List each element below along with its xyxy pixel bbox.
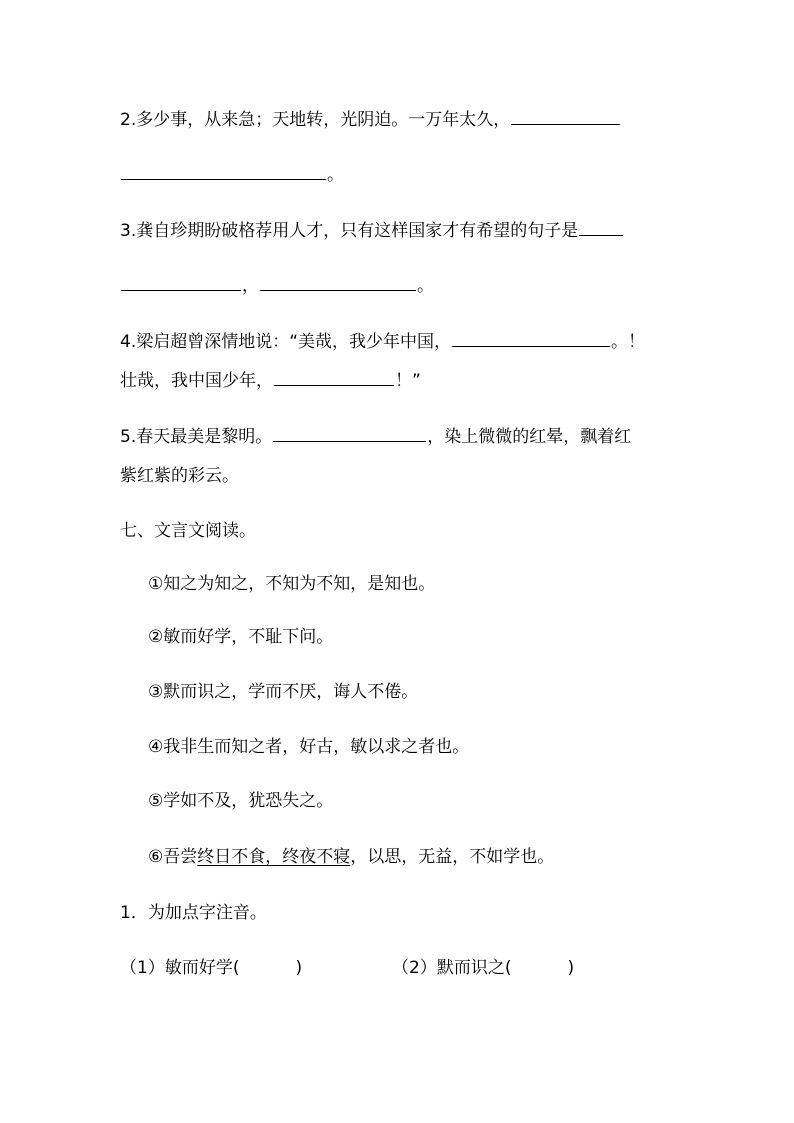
question-5-line2-text: 紫红紫的彩云。 bbox=[120, 466, 239, 486]
question-2-line1 bbox=[120, 107, 621, 131]
item-1-close: ) bbox=[295, 958, 303, 978]
question-4-line2-text: 壮哉，我中国少年， bbox=[120, 371, 273, 391]
question-5-line2 bbox=[120, 465, 239, 487]
classical-line-2 bbox=[148, 626, 333, 648]
answer-blank[interactable] bbox=[579, 218, 623, 236]
question-5-line1 bbox=[120, 424, 631, 448]
classical-line-5 bbox=[148, 790, 333, 812]
section-7-heading bbox=[120, 520, 256, 542]
answer-blank[interactable] bbox=[274, 368, 394, 386]
question-4-text: 4.梁启超曾深情地说：“美哉，我少年中国， bbox=[120, 332, 452, 352]
answer-blank[interactable] bbox=[260, 273, 416, 291]
question-4-line2 bbox=[120, 368, 421, 392]
question-1-title-text: 1．为加点字注音。 bbox=[120, 903, 267, 923]
question-5-rest: ，染上微微的红晕，飘着红 bbox=[427, 427, 632, 447]
classical-line-text: ④我非生而知之者，好古，敏以求之者也。 bbox=[148, 737, 470, 757]
question-4-line1 bbox=[120, 329, 645, 353]
question-2-end: 。 bbox=[327, 165, 344, 185]
classical-line-6-prefix: ⑥吾尝 bbox=[148, 847, 198, 867]
underlined-phrase: 终日不食，终夜不寝 bbox=[197, 847, 351, 867]
answer-blank[interactable] bbox=[511, 107, 620, 125]
item-2-text: （2）默而识之( bbox=[392, 958, 512, 978]
question-3-text: 3.龚自珍期盼破格荐用人才，只有这样国家才有希望的句子是 bbox=[120, 221, 579, 241]
classical-line-text: ②敏而好学，不耻下问。 bbox=[148, 627, 334, 647]
classical-line-4 bbox=[148, 736, 469, 758]
classical-line-text: ①知之为知之，不知为不知，是知也。 bbox=[148, 574, 436, 594]
question-1-item-2 bbox=[392, 957, 574, 979]
question-5-text: 5.春天最美是黎明。 bbox=[120, 427, 273, 447]
item-2-close: ) bbox=[567, 958, 575, 978]
answer-blank[interactable] bbox=[273, 424, 426, 442]
question-2-line2 bbox=[120, 162, 344, 186]
classical-line-6 bbox=[148, 846, 554, 868]
answer-blank[interactable] bbox=[121, 162, 326, 180]
question-3-end: 。 bbox=[417, 276, 434, 296]
classical-line-text: ⑤学如不及，犹恐失之。 bbox=[148, 791, 334, 811]
question-1-item-1 bbox=[120, 957, 302, 979]
answer-blank[interactable] bbox=[121, 273, 241, 291]
question-4-mid: 。！ bbox=[611, 332, 646, 352]
question-4-end: ！” bbox=[395, 371, 421, 391]
classical-line-6-suffix: ，以思，无益，不如学也。 bbox=[350, 847, 555, 867]
question-2-text: 2.多少事，从来急；天地转，光阴迫。一万年太久， bbox=[120, 110, 511, 130]
question-3-line1 bbox=[120, 218, 624, 242]
section-7-heading-text: 七、文言文阅读。 bbox=[120, 521, 256, 541]
item-1-text: （1）敏而好学( bbox=[120, 958, 240, 978]
question-3-line2 bbox=[120, 273, 434, 297]
answer-blank[interactable] bbox=[452, 329, 610, 347]
classical-line-text: ③默而识之，学而不厌，诲人不倦。 bbox=[148, 682, 419, 702]
question-3-sep: ， bbox=[242, 276, 259, 296]
classical-line-1 bbox=[148, 573, 435, 595]
classical-line-3 bbox=[148, 681, 418, 703]
question-1-title bbox=[120, 902, 267, 924]
